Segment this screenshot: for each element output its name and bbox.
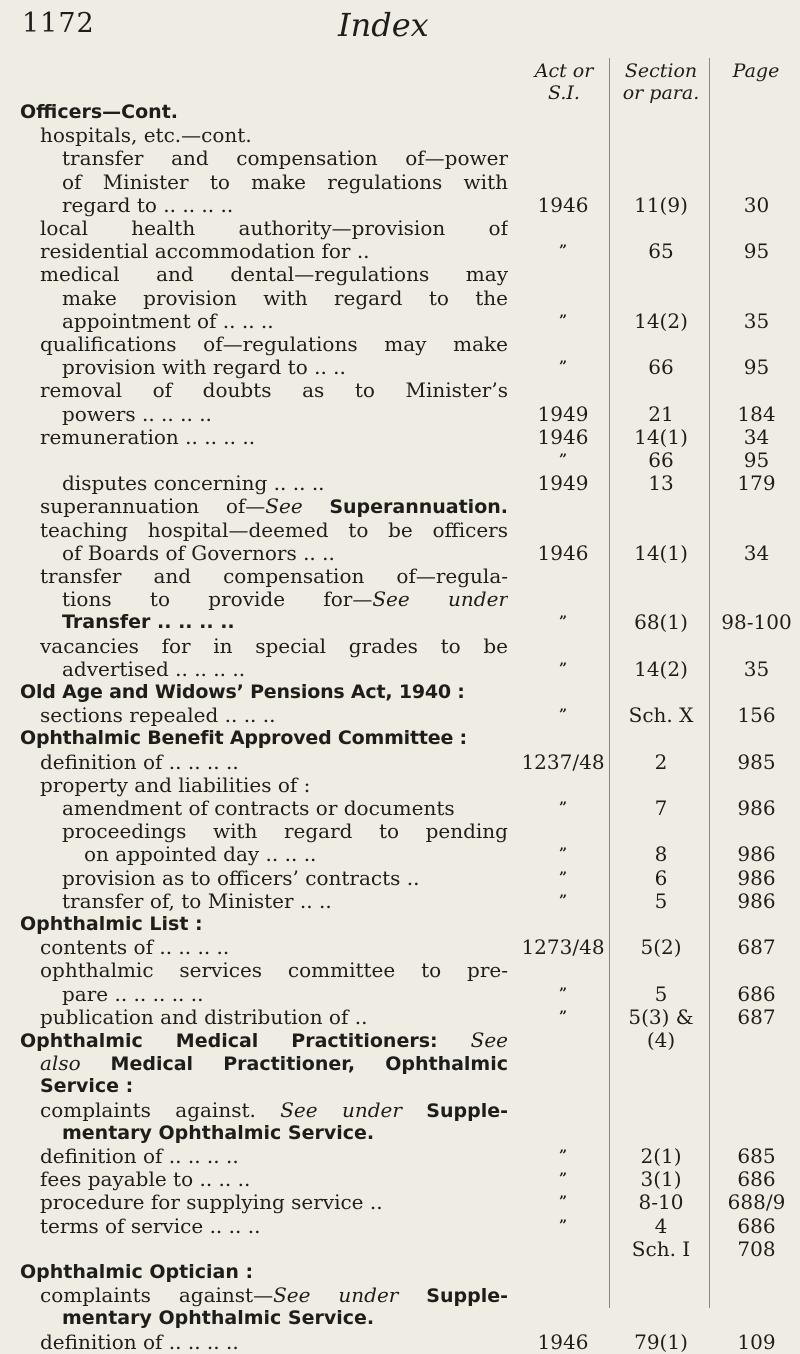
index-row <box>0 146 800 170</box>
page-value: 34 <box>743 424 770 449</box>
entry-text: proceedings with regard to pending <box>62 819 508 844</box>
act-value: ” <box>558 359 568 376</box>
index-row <box>0 332 800 356</box>
entry-text: transfer and compensation of—regula- <box>40 564 508 588</box>
column-header-section: Section or para. <box>622 60 700 104</box>
entry-text: definition of .. .. .. .. <box>40 1329 239 1354</box>
index-row <box>0 866 800 890</box>
section-value: 13 <box>648 471 674 496</box>
entry-text: medical and dental—regulations may <box>40 262 508 287</box>
index-row <box>0 1330 800 1354</box>
page-value: 35 <box>743 656 770 681</box>
act-value: 1946 <box>537 540 589 565</box>
entry-text: Old Age and Widows’ Pensions Act, 1940 : <box>20 681 465 703</box>
section-value: 66 <box>648 355 674 380</box>
act-value: ” <box>558 1008 568 1025</box>
section-value: 68(1) <box>634 610 688 635</box>
index-row <box>0 680 800 704</box>
page-value: 686 <box>737 1167 776 1192</box>
act-value: ” <box>558 869 568 886</box>
section-value: 8 <box>654 842 668 867</box>
index-row <box>0 1260 800 1284</box>
index-row <box>0 1237 800 1261</box>
entry-text: on appointed day .. .. .. <box>84 842 317 867</box>
entry-text: provision as to officers’ contracts .. <box>62 865 420 890</box>
column-header-page: Page <box>732 60 780 82</box>
index-row <box>0 1167 800 1191</box>
entry-text: residential accommodation for .. <box>40 239 370 264</box>
page-value: 685 <box>737 1144 776 1168</box>
entry-text: powers .. .. .. .. <box>62 401 212 426</box>
entry-text: of Minister to make regulations with <box>62 169 508 194</box>
section-value: 3(1) <box>640 1167 682 1192</box>
page-value: 985 <box>737 749 776 774</box>
entry-text: Service : <box>40 1075 134 1098</box>
page-value: 179 <box>737 471 776 496</box>
entry-text: contents of .. .. .. .. <box>40 935 230 960</box>
page-value: 95 <box>743 239 770 264</box>
index-row <box>0 1098 800 1122</box>
section-value: 66 <box>648 448 674 472</box>
index-row <box>0 100 800 124</box>
act-value: 1946 <box>537 192 589 217</box>
section-value: 14(2) <box>634 656 688 681</box>
index-row <box>0 448 800 472</box>
entry-text: procedure for supplying service .. <box>40 1190 383 1215</box>
page-value: 688/9 <box>727 1190 786 1215</box>
entry-text: superannuation of—See Superannuation. <box>40 494 508 519</box>
index-row <box>0 912 800 936</box>
entry-text: advertised .. .. .. .. <box>62 656 246 681</box>
entry-text: transfer of, to Minister .. .. <box>62 888 332 913</box>
page-value: 708 <box>737 1236 776 1261</box>
running-head: Index <box>338 6 429 44</box>
page-value: 986 <box>737 796 776 820</box>
index-row <box>0 726 800 750</box>
index-row <box>0 1121 800 1145</box>
index-row <box>0 216 800 240</box>
index-row <box>0 239 800 263</box>
section-value: 5(2) <box>640 935 682 960</box>
entry-text: removal of doubts as to Minister’s <box>40 378 508 403</box>
page-value: 686 <box>737 981 776 1006</box>
act-value: 1946 <box>537 1329 589 1354</box>
section-value: 11(9) <box>634 192 688 217</box>
act-value: 1273/48 <box>521 935 605 960</box>
index-row <box>0 378 800 402</box>
entry-text: complaints against—See under Supple- <box>40 1283 508 1308</box>
section-value: 7 <box>654 796 668 820</box>
page-value: 156 <box>737 703 776 728</box>
act-value: ” <box>558 452 568 468</box>
act-value: ” <box>558 1148 568 1164</box>
index-row <box>0 541 800 565</box>
entry-text: make provision with regard to the <box>62 285 508 310</box>
index-row <box>0 170 800 194</box>
section-value: Sch. I <box>631 1236 691 1261</box>
entry-text: of Boards of Governors .. .. <box>62 540 335 565</box>
entry-text: also Medical Practitioner, Ophthalmic <box>40 1051 508 1076</box>
entry-text: sections repealed .. .. .. <box>40 703 276 728</box>
entry-text: hospitals, etc.—cont. <box>40 123 252 148</box>
index-row <box>0 494 800 518</box>
index-row <box>0 262 800 286</box>
column-header-act: Act or S.I. <box>534 60 594 104</box>
entry-text: property and liabilities of : <box>40 772 311 797</box>
section-value: 5(3) & <box>628 1004 694 1029</box>
act-value: ” <box>558 312 568 329</box>
index-row <box>0 1306 800 1330</box>
page-value: 35 <box>743 308 770 333</box>
index-row <box>0 286 800 310</box>
section-value: 14(2) <box>634 308 688 333</box>
entry-text: provision with regard to .. .. <box>62 355 346 380</box>
page-value: 986 <box>737 888 776 913</box>
index-row <box>0 750 800 774</box>
act-value: ” <box>558 1171 568 1188</box>
entry-text: terms of service .. .. .. <box>40 1213 261 1238</box>
entry-text: Ophthalmic List : <box>20 913 203 935</box>
entry-text: vacancies for in special grades to be <box>40 633 508 658</box>
section-value: Sch. X <box>628 703 694 728</box>
index-row <box>0 1074 800 1098</box>
section-value: 5 <box>654 888 668 913</box>
index-row <box>0 889 800 913</box>
index-row <box>0 935 800 959</box>
section-value: 2 <box>654 749 668 774</box>
entry-text: Ophthalmic Medical Practitioners: See <box>20 1028 508 1052</box>
page-value: 986 <box>737 842 776 867</box>
entry-text: amendment of contracts or documents <box>62 796 455 820</box>
index-row <box>0 1214 800 1238</box>
page-value: 687 <box>737 1004 776 1029</box>
entry-text: qualifications of—regulations may make <box>40 332 508 356</box>
index-row <box>0 982 800 1006</box>
act-value: ” <box>558 800 568 816</box>
index-row <box>0 1283 800 1307</box>
act-value: ” <box>558 1217 568 1234</box>
section-value: 21 <box>648 401 674 426</box>
act-value: ” <box>558 660 568 677</box>
entry-text: publication and distribution of .. <box>40 1004 368 1029</box>
page-value: 686 <box>737 1213 776 1238</box>
entry-text: mentary Ophthalmic Service. <box>62 1307 375 1330</box>
act-value: 1949 <box>537 401 589 426</box>
index-row <box>0 471 800 495</box>
entry-text: tions to provide for—See under <box>62 587 508 612</box>
page-number: 1172 <box>22 8 95 39</box>
act-value: ” <box>558 243 568 260</box>
act-value: ” <box>558 846 568 863</box>
entry-text: Ophthalmic Benefit Approved Committee : <box>20 727 467 750</box>
page-value: 95 <box>743 448 770 472</box>
entry-text: mentary Ophthalmic Service. <box>62 1121 375 1144</box>
entry-text: regard to .. .. .. .. <box>62 192 234 217</box>
section-value: 14(1) <box>634 540 688 565</box>
page-value: 986 <box>737 865 776 890</box>
act-value: ” <box>558 614 568 631</box>
entry-text: remuneration .. .. .. .. <box>40 424 256 449</box>
index-row <box>0 819 800 843</box>
entry-text: local health authority—provision of <box>40 216 508 240</box>
index-row <box>0 610 800 634</box>
page-value: 184 <box>737 401 776 426</box>
entry-text: Officers—Cont. <box>20 101 178 123</box>
index-row <box>0 703 800 727</box>
page-value: 34 <box>743 540 770 565</box>
page-value: 109 <box>737 1329 776 1354</box>
index-row <box>0 842 800 866</box>
entry-text: fees payable to .. .. .. <box>40 1167 251 1192</box>
act-value: 1949 <box>537 471 589 496</box>
entry-text: appointment of .. .. .. <box>62 308 274 333</box>
section-value: 5 <box>654 981 668 1006</box>
entry-text: complaints against. See under Supple- <box>40 1097 508 1122</box>
section-value: 79(1) <box>634 1329 688 1354</box>
entry-text: disputes concerning .. .. .. <box>62 471 325 496</box>
index-row <box>0 309 800 333</box>
act-value: ” <box>558 707 568 724</box>
page-value: 95 <box>743 355 770 380</box>
index-row <box>0 634 800 658</box>
index-row <box>0 657 800 681</box>
index-row <box>0 402 800 426</box>
section-value: 14(1) <box>634 424 688 449</box>
act-value: ” <box>558 892 568 909</box>
index-row <box>0 773 800 797</box>
section-value: 6 <box>654 865 668 890</box>
entry-text: pare .. .. .. .. .. <box>62 981 204 1006</box>
section-value: 65 <box>648 239 674 264</box>
index-row <box>0 587 800 611</box>
index-row <box>0 518 800 542</box>
section-value: 8-10 <box>638 1190 684 1215</box>
index-row <box>0 1190 800 1214</box>
index-row <box>0 1144 800 1168</box>
index-row <box>0 1051 800 1075</box>
act-value: ” <box>558 1194 568 1211</box>
index-row <box>0 958 800 982</box>
act-value: 1946 <box>537 424 589 449</box>
index-row <box>0 123 800 147</box>
section-value: (4) <box>646 1028 676 1052</box>
index-row <box>0 564 800 588</box>
entry-text: teaching hospital—deemed to be officers <box>40 517 508 542</box>
page-value: 30 <box>743 192 770 217</box>
entry-text: definition of .. .. .. .. <box>40 749 239 774</box>
index-row <box>0 425 800 449</box>
entry-text: Transfer .. .. .. .. <box>62 611 235 634</box>
index-row <box>0 1028 800 1052</box>
index-row <box>0 355 800 379</box>
page-value: 687 <box>737 935 776 960</box>
entry-text: Ophthalmic Optician : <box>20 1261 254 1283</box>
index-row <box>0 193 800 217</box>
entry-text: ophthalmic services committee to pre- <box>40 958 508 983</box>
page-value: 98-100 <box>721 610 792 635</box>
entry-text: definition of .. .. .. .. <box>40 1144 239 1168</box>
act-value: ” <box>558 985 568 1002</box>
index-row <box>0 1005 800 1029</box>
section-value: 2(1) <box>640 1144 682 1168</box>
act-value: 1237/48 <box>521 749 605 774</box>
index-row <box>0 796 800 820</box>
entry-text: transfer and compensation of—power <box>62 146 508 171</box>
section-value: 4 <box>654 1213 668 1238</box>
